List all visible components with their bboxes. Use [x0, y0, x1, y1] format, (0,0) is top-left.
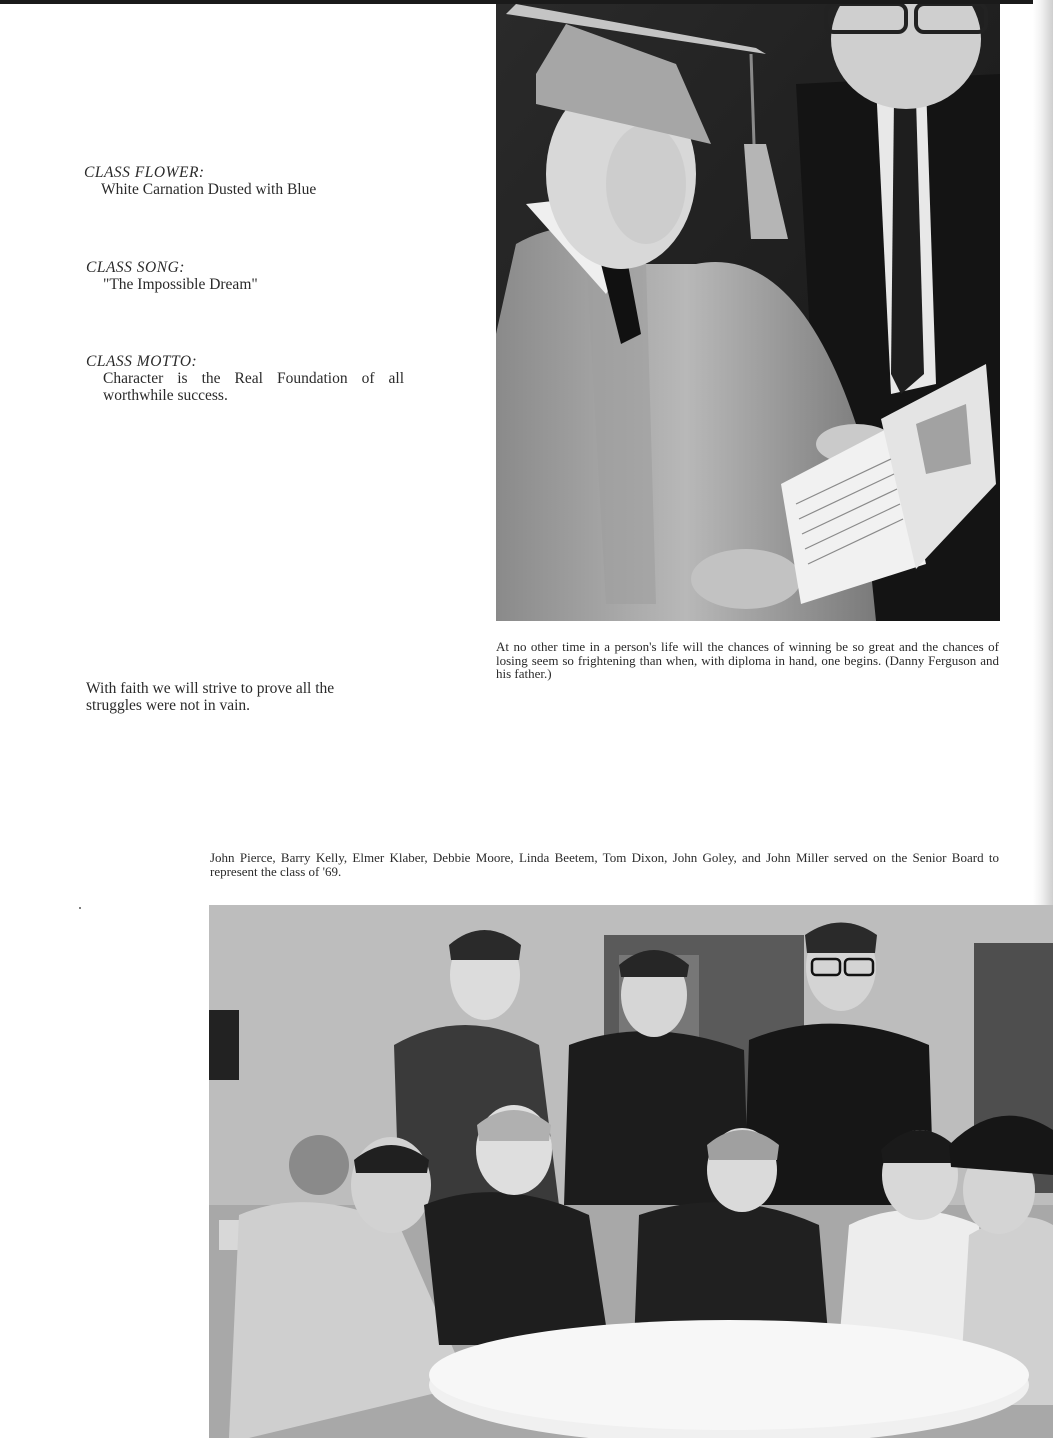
class-flower-value: White Carnation Dusted with Blue	[101, 181, 317, 198]
graduation-photo-caption: At no other time in a person's life will the chances of winning be so great and the chances of losing seem so frightening than when, with diploma in hand, one begins. (Danny Ferguson and his father.)	[496, 639, 999, 681]
senior-board-photo-illustration	[209, 905, 1053, 1438]
graduation-photo-illustration	[496, 4, 1000, 621]
senior-board-caption: John Pierce, Barry Kelly, Elmer Klaber, Debbie Moore, Linda Beetem, Tom Dixon, John Goley, and John Miller served on the Senior Board to represent the class of '69.	[210, 850, 999, 879]
senior-board-photo	[209, 905, 1053, 1438]
closing-text: With faith we will strive to prove all the struggles were not in vain.	[86, 680, 335, 714]
class-song-label: CLASS SONG:	[86, 259, 185, 276]
graduation-photo	[496, 4, 1000, 621]
class-song-value: "The Impossible Dream"	[103, 276, 258, 293]
class-motto-section	[86, 353, 404, 404]
print-speck	[79, 907, 81, 909]
class-motto-label: CLASS MOTTO:	[86, 353, 198, 370]
class-song-section	[86, 259, 258, 293]
class-motto-value: Character is the Real Foundation of all worthwhile success.	[103, 370, 404, 404]
class-flower-section	[84, 164, 316, 198]
class-flower-label: CLASS FLOWER:	[84, 164, 205, 181]
